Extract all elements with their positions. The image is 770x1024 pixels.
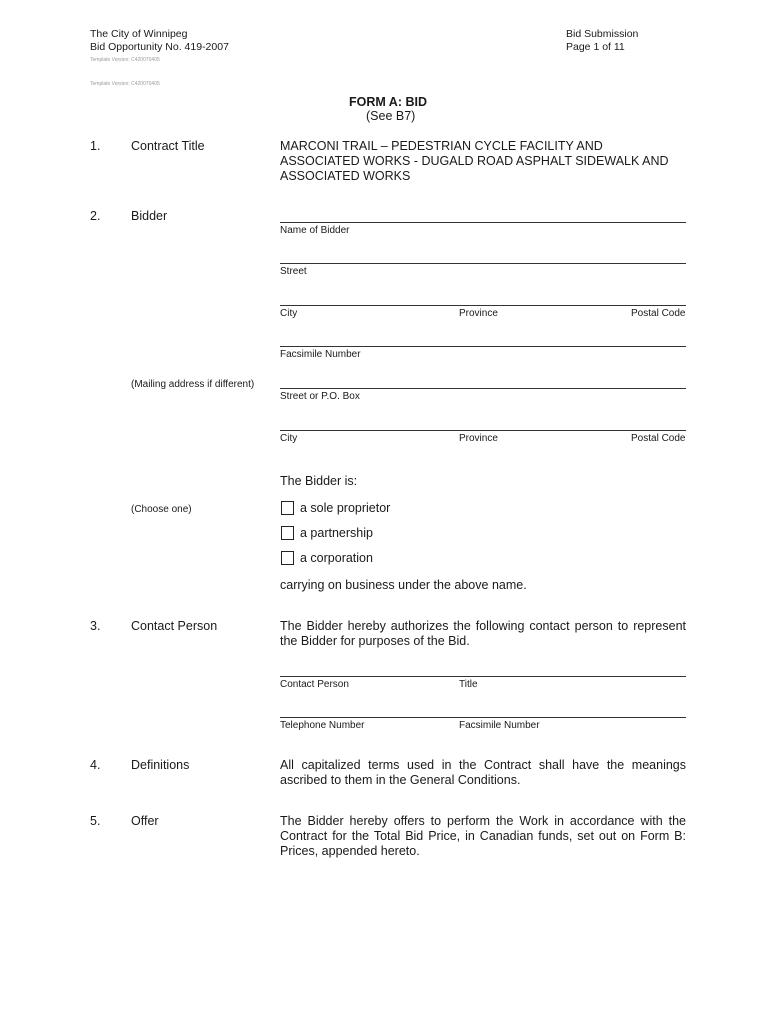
contract-title-line-1: MARCONI TRAIL – PEDESTRIAN CYCLE FACILITY AND <box>280 139 603 153</box>
title-caption: Title <box>459 679 478 690</box>
contract-title-line-3: ASSOCIATED WORKS <box>280 169 411 183</box>
header-submission: Bid Submission <box>566 28 639 40</box>
template-version-1: Template Version: C420070405 <box>90 57 160 63</box>
facsimile-field[interactable] <box>280 346 686 347</box>
facsimile-caption: Facsimile Number <box>280 349 361 360</box>
carrying-on-business-text: carrying on business under the above name. <box>280 578 527 592</box>
section-5-label: Offer <box>131 814 159 828</box>
header-page-number: Page 1 of 11 <box>566 41 625 53</box>
offer-text: The Bidder hereby offers to perform the Work in accordance with the Contract for the Total Bid Price, in Canadian funds, set out on Form B: Prices, appended hereto. <box>280 814 686 858</box>
name-of-bidder-caption: Name of Bidder <box>280 225 350 236</box>
section-3-label: Contact Person <box>131 619 218 633</box>
contact-facsimile-caption: Facsimile Number <box>459 720 540 731</box>
contact-person-text: The Bidder hereby authorizes the following contact person to represent the Bidder for purposes of the Bid. <box>280 619 686 648</box>
name-of-bidder-field[interactable] <box>280 222 686 223</box>
street-po-box-field[interactable] <box>280 388 686 389</box>
street-field[interactable] <box>280 263 686 264</box>
section-1-number: 1. <box>90 139 101 153</box>
contact-person-title-field[interactable] <box>280 676 686 677</box>
mailing-city-caption: City <box>280 433 298 444</box>
mailing-province-caption: Province <box>459 433 498 444</box>
section-2-number: 2. <box>90 209 101 223</box>
bidder-is-label: The Bidder is: <box>280 474 358 488</box>
section-5-number: 5. <box>90 814 101 828</box>
sole-proprietor-label: a sole proprietor <box>300 501 391 515</box>
mailing-address-label: (Mailing address if different) <box>131 379 255 390</box>
telephone-caption: Telephone Number <box>280 720 365 731</box>
mailing-postal-code-caption: Postal Code <box>631 433 686 444</box>
city-caption: City <box>280 308 298 319</box>
partnership-checkbox[interactable] <box>281 526 294 540</box>
section-3-number: 3. <box>90 619 101 633</box>
contact-person-caption: Contact Person <box>280 679 349 690</box>
mailing-city-province-postal-field[interactable] <box>280 430 686 431</box>
section-2-label: Bidder <box>131 209 168 223</box>
postal-code-caption: Postal Code <box>631 308 686 319</box>
corporation-label: a corporation <box>300 551 373 565</box>
corporation-checkbox[interactable] <box>281 551 294 565</box>
sole-proprietor-checkbox[interactable] <box>281 501 294 515</box>
definitions-text: All capitalized terms used in the Contract shall have the meanings ascribed to them in the General Conditions. <box>280 758 686 787</box>
street-po-box-caption: Street or P.O. Box <box>280 391 360 402</box>
telephone-facsimile-field[interactable] <box>280 717 686 718</box>
template-version-2: Template Version: C420070405 <box>90 81 160 87</box>
header-bid-opportunity: Bid Opportunity No. 419-2007 <box>90 41 229 53</box>
section-4-label: Definitions <box>131 758 190 772</box>
city-province-postal-field[interactable] <box>280 305 686 306</box>
contract-title-line-2: ASSOCIATED WORKS - DUGALD ROAD ASPHALT SIDEWALK AND <box>280 154 669 168</box>
street-caption: Street <box>280 266 307 277</box>
form-subtitle: (See B7) <box>366 109 416 123</box>
choose-one-label: (Choose one) <box>131 504 192 515</box>
form-title: FORM A: BID <box>349 95 427 109</box>
partnership-label: a partnership <box>300 526 373 540</box>
header-org: The City of Winnipeg <box>90 28 188 40</box>
province-caption: Province <box>459 308 498 319</box>
section-4-number: 4. <box>90 758 101 772</box>
section-1-label: Contract Title <box>131 139 205 153</box>
